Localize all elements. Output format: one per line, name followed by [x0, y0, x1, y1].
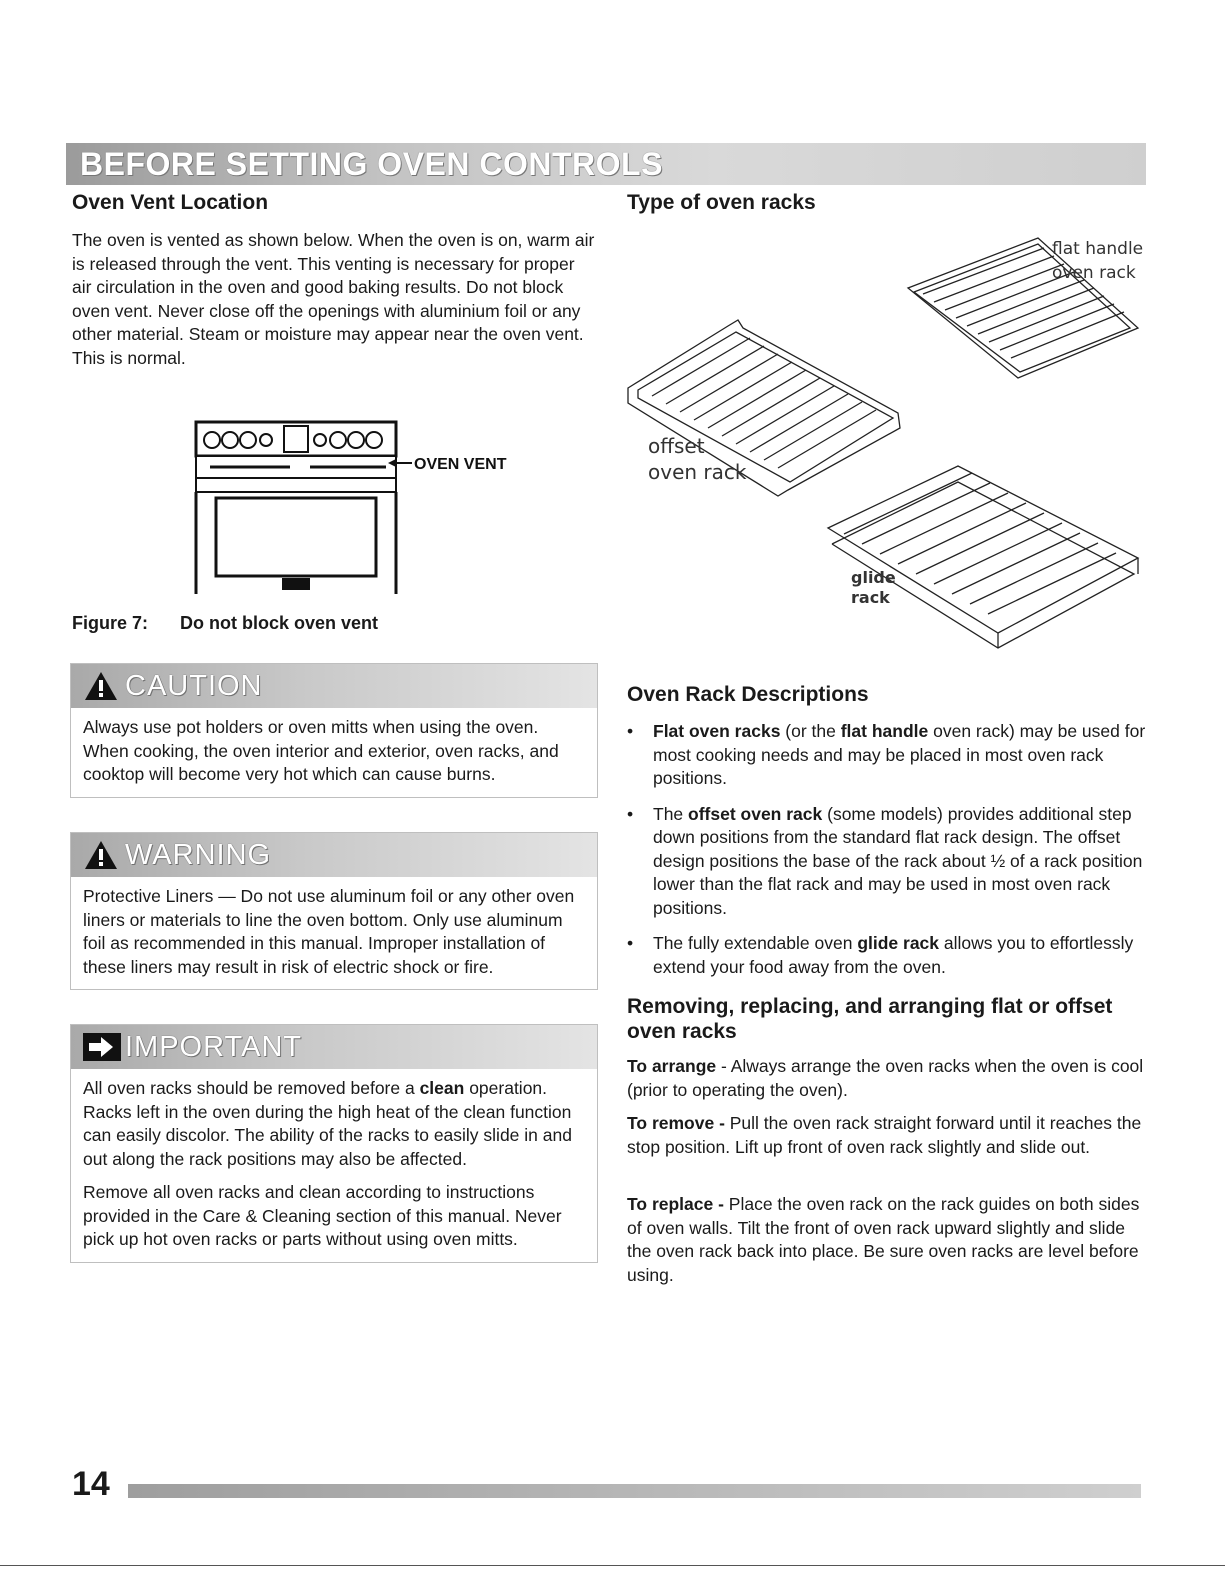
removing-heading: Removing, replacing, and arranging flat or offset oven racks	[627, 995, 1113, 1043]
section-title: BEFORE SETTING OVEN CONTROLS	[80, 146, 663, 182]
caution-text: Always use pot holders or oven mitts when using the oven. When cooking, the oven interior and exterior, oven racks, and cooktop will become very hot which can cause burns.	[83, 717, 559, 784]
list-item: • Flat oven racks (or the flat handle oven rack) may be used for most cooking needs and may be placed in most oven rack positions.	[627, 720, 1147, 791]
warning-triangle-icon	[83, 839, 119, 871]
warning-box	[70, 832, 598, 990]
arrange-text: To arrange - Always arrange the oven racks when the oven is cool (prior to operating the oven).	[627, 1056, 1144, 1100]
replace-text: To replace - Place the oven rack on the rack guides on both sides of oven walls. Tilt the front of oven rack upward slightly and slide the oven rack back into place. Be sure oven racks are level before using.	[627, 1194, 1140, 1285]
warning-triangle-icon	[83, 670, 119, 702]
vent-text: The oven is vented as shown below. When the oven is on, warm air is released through the vent. This venting is necessary for proper air circulation in the oven and good baking results. Do not block oven vent. Never close off the openings with aluminium foil or any other material. Steam or moisture may appear near the oven vent. This is normal.	[72, 230, 595, 368]
important-title: IMPORTANT	[125, 1031, 303, 1063]
glide-rack-drawing	[828, 466, 1138, 648]
section-banner	[66, 143, 1146, 185]
rack-descriptions-heading: Oven Rack Descriptions	[627, 683, 869, 706]
glide-rack-label: glide rack	[851, 568, 896, 607]
caution-box	[70, 663, 598, 798]
remove-text: To remove - Pull the oven rack straight forward until it reaches the stop position. Lift up front of oven rack slightly and slide out.	[627, 1113, 1142, 1157]
list-item: • The offset oven rack (some models) provides additional step down positions from the standard flat rack design. The offset design positions the base of the rack about ½ of a rack position lower than the flat rack and may be used in most oven rack positions.	[627, 803, 1147, 921]
flat-rack-label: flat handle oven rack	[1052, 239, 1144, 283]
caution-header	[71, 664, 597, 708]
figure-caption-text: Do not block oven vent	[180, 613, 379, 633]
important-header	[71, 1025, 597, 1069]
page-edge-line	[0, 1565, 1225, 1566]
rack-descriptions-list	[627, 720, 1147, 991]
important-text-1: All oven racks should be removed before a clean operation. Racks left in the oven during the high heat of the clean function can easily discolor. The ability of the racks to easily slide in and out along the rack positions may also be affected.	[83, 1078, 572, 1169]
page-number: 14	[72, 1465, 110, 1503]
warning-header	[71, 833, 597, 877]
offset-rack-label: offset oven rack	[648, 434, 747, 484]
footer-bar	[128, 1484, 1141, 1498]
figure-caption	[72, 613, 378, 634]
arrow-right-icon	[83, 1031, 121, 1063]
list-item: • The fully extendable oven glide rack allows you to effortlessly extend your food away from the oven.	[627, 932, 1147, 979]
figure-number: Figure 7:	[72, 613, 149, 633]
caution-title: CAUTION	[125, 670, 263, 702]
oven-vent-diagram	[190, 418, 520, 598]
important-text-2: Remove all oven racks and clean according to instructions provided in the Care & Cleaning section of this manual. Never pick up hot oven racks or parts without using oven mitts.	[83, 1182, 562, 1249]
vent-heading: Oven Vent Location	[72, 191, 269, 214]
warning-text: Protective Liners — Do not use aluminum foil or any other oven liners or materials to line the oven bottom. Only use aluminum foil as recommended in this manual. Improper installation of these liners may result in risk of electric shock or fire.	[83, 886, 575, 977]
warning-title: WARNING	[125, 839, 272, 871]
important-box	[70, 1024, 598, 1263]
oven-vent-label: OVEN VENT	[414, 456, 507, 473]
rack-types-heading: Type of oven racks	[627, 191, 816, 214]
